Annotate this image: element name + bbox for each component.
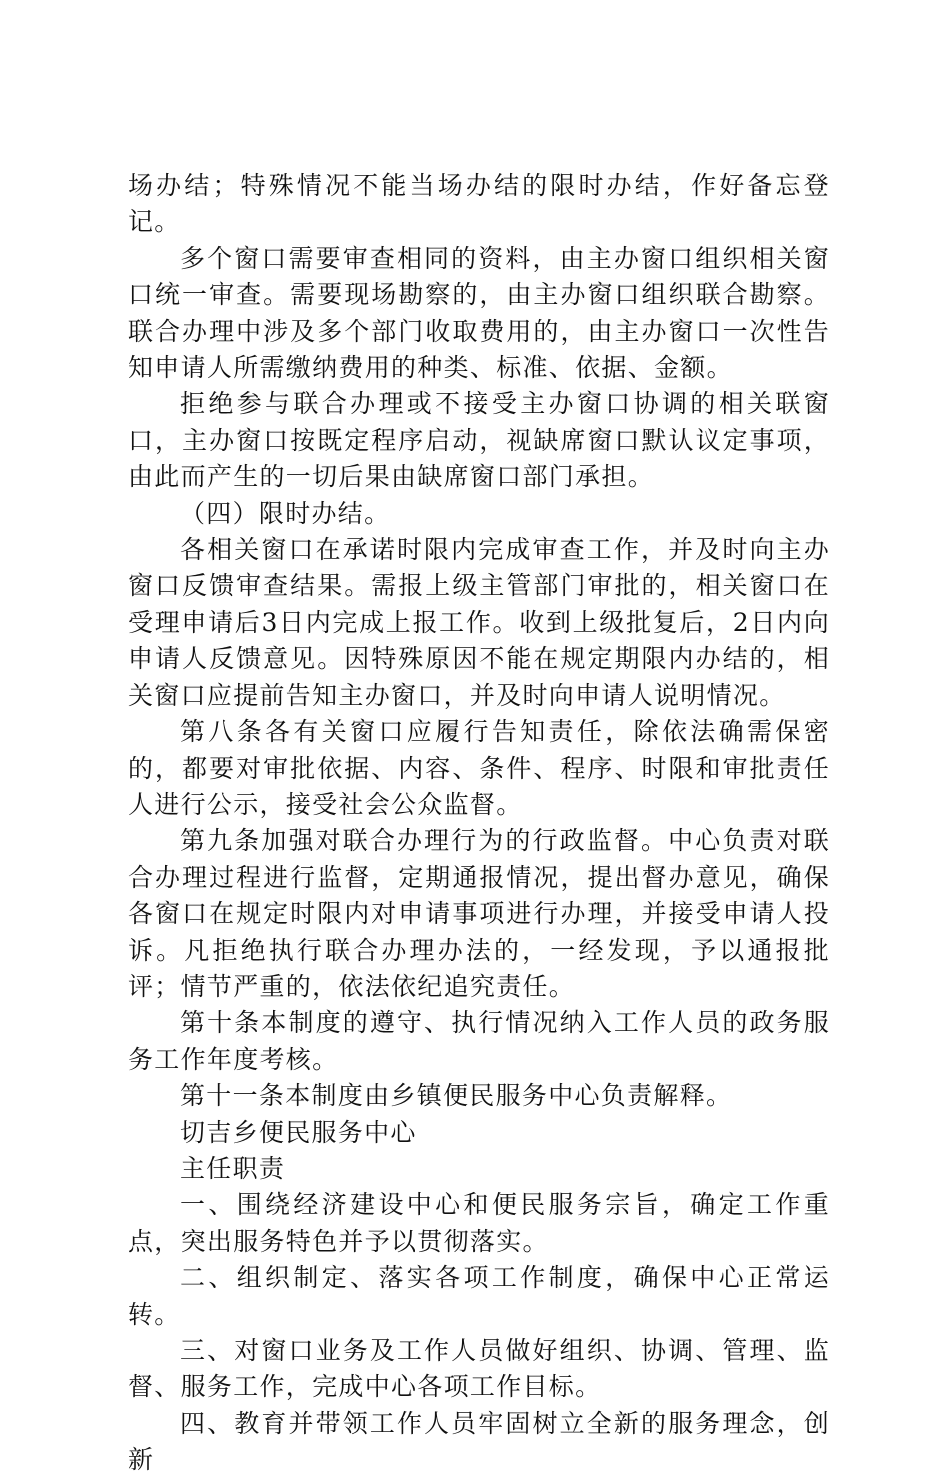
- paragraph-duty-4: 四、教育并带领工作人员牢固树立全新的服务理念，创新: [128, 1408, 830, 1475]
- paragraph-4-heading: （四）限时办结。: [180, 498, 391, 528]
- paragraph-article-10: 第十条本制度的遵守、执行情况纳入工作人员的政务服务工作年度考核。: [128, 1008, 830, 1074]
- paragraph-section-title: 主任职责: [180, 1153, 286, 1183]
- paragraph-2: 多个窗口需要审查相同的资料，由主办窗口组织相关窗口统一审查。需要现场勘察的，由主办窗口组织联合勘察。联合办理中涉及多个部门收取费用的，由主办窗口一次性告知申请人所需缴纳费用的种类、标准、依据、金额。: [128, 243, 830, 383]
- paragraph-article-9: 第九条加强对联合办理行为的行政监督。中心负责对联合办理过程进行监督，定期通报情况，提出督办意见，确保各窗口在规定时限内对申请事项进行办理，并接受申请人投诉。凡拒绝执行联合办理办法的，一经发现，予以通报批评；情节严重的，依法依纪追究责任。: [128, 826, 830, 1001]
- paragraph-org-name: 切吉乡便民服务中心: [180, 1117, 417, 1147]
- paragraph-article-8: 第八条各有关窗口应履行告知责任，除依法确需保密的，都要对审批依据、内容、条件、程序、时限和审批责任人进行公示，接受社会公众监督。: [128, 717, 830, 819]
- paragraph-1: 场办结；特殊情况不能当场办结的限时办结，作好备忘登记。: [128, 171, 830, 237]
- paragraph-duty-2: 二、组织制定、落实各项工作制度，确保中心正常运转。: [128, 1263, 830, 1329]
- paragraph-duty-3: 三、对窗口业务及工作人员做好组织、协调、管理、监督、服务工作，完成中心各项工作目标。: [128, 1336, 830, 1402]
- paragraph-3: 拒绝参与联合办理或不接受主办窗口协调的相关联窗口，主办窗口按既定程序启动，视缺席窗口默认议定事项，由此而产生的一切后果由缺席窗口部门承担。: [128, 389, 830, 492]
- document-body: [128, 168, 830, 1479]
- paragraph-5: 各相关窗口在承诺时限内完成审查工作，并及时向主办窗口反馈审查结果。需报上级主管部门审批的，相关窗口在受理申请后3日内完成上报工作。收到上级批复后，2日内向申请人反馈意见。因特殊原因不能在规定期限内办结的，相关窗口应提前告知主办窗口，并及时向申请人说明情况。: [128, 535, 830, 710]
- paragraph-article-11: 第十一条本制度由乡镇便民服务中心负责解释。: [180, 1081, 733, 1111]
- paragraph-duty-1: 一、围绕经济建设中心和便民服务宗旨，确定工作重点，突出服务特色并予以贯彻落实。: [128, 1190, 830, 1256]
